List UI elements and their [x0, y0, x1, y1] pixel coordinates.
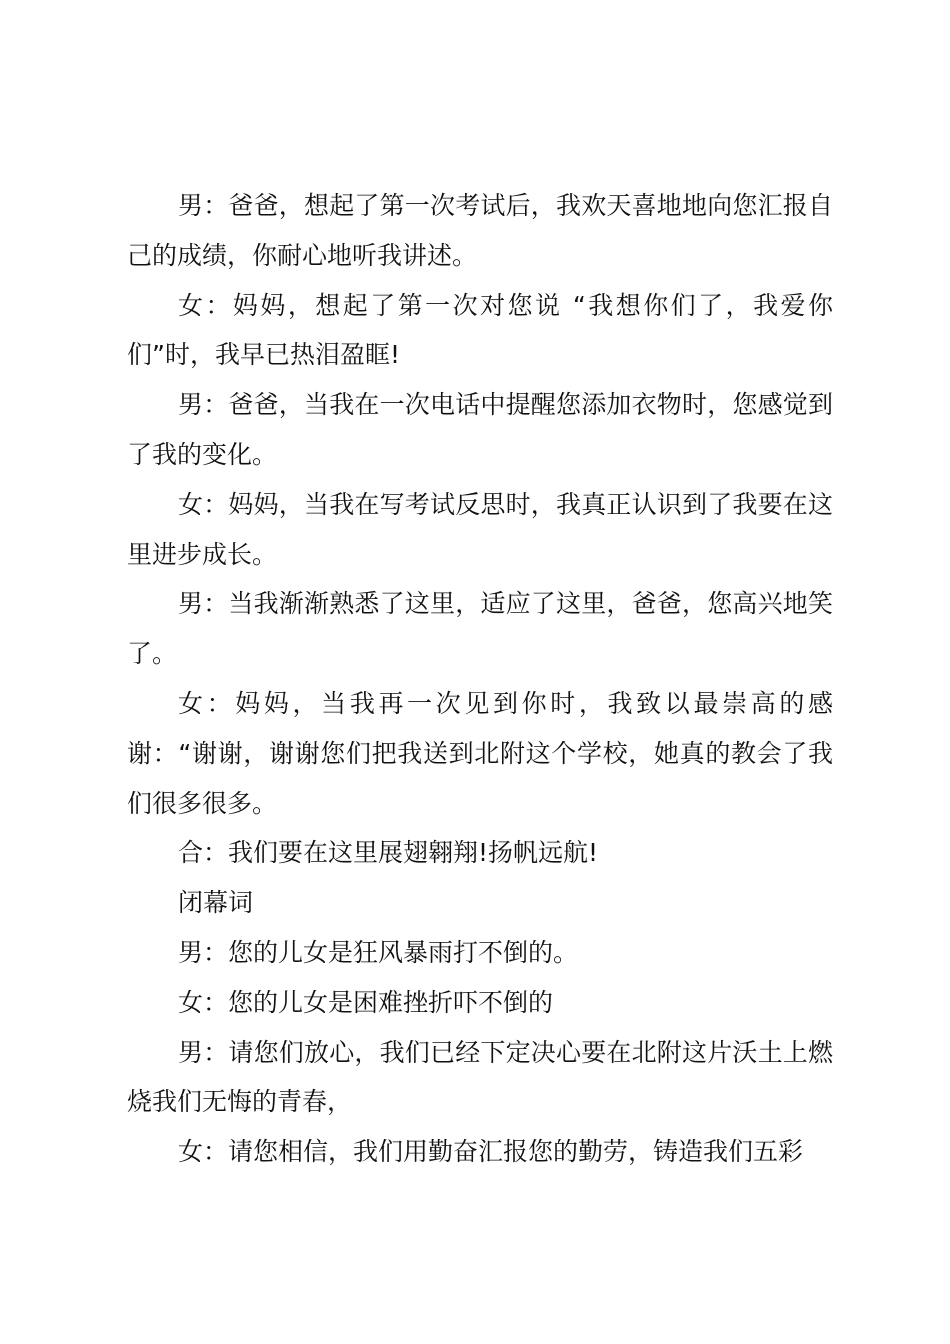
document-body [127, 181, 833, 1177]
paragraph-9: 男：您的儿女是狂风暴雨打不倒的。 [178, 937, 579, 967]
paragraph-4: 女：妈妈，当我在写考试反思时，我真正认识到了我要在这里进步成长。 [127, 489, 833, 569]
paragraph-11: 男：请您们放心，我们已经下定决心要在北附这片沃土上燃烧我们无悔的青春， [127, 1037, 833, 1117]
paragraph-1: 男：爸爸，想起了第一次考试后，我欢天喜地地向您汇报自己的成绩，你耐心地听我讲述。 [127, 191, 833, 270]
paragraph-2: 女：妈妈，想起了第一次对您说 “我想你们了，我爱你们”时，我早已热泪盈眶! [127, 290, 833, 370]
paragraph-12: 女：请您相信，我们用勤奋汇报您的勤劳，铸造我们五彩 [178, 1137, 804, 1167]
paragraph-3: 男：爸爸，当我在一次电话中提醒您添加衣物时，您感觉到了我的变化。 [127, 390, 833, 469]
paragraph-7: 合：我们要在这里展翅翱翔!扬帆远航! [178, 838, 599, 868]
section-heading: 闭幕词 [178, 888, 254, 918]
paragraph-6: 女：妈妈，当我再一次见到你时，我致以最崇高的感谢：“谢谢，谢谢您们把我送到北附这个学校，她真的教会了我们很多很多。 [127, 688, 833, 818]
paragraph-5: 男：当我渐渐熟悉了这里，适应了这里，爸爸，您高兴地笑了。 [127, 589, 833, 669]
paragraph-10: 女：您的儿女是困难挫折吓不倒的 [178, 987, 554, 1017]
